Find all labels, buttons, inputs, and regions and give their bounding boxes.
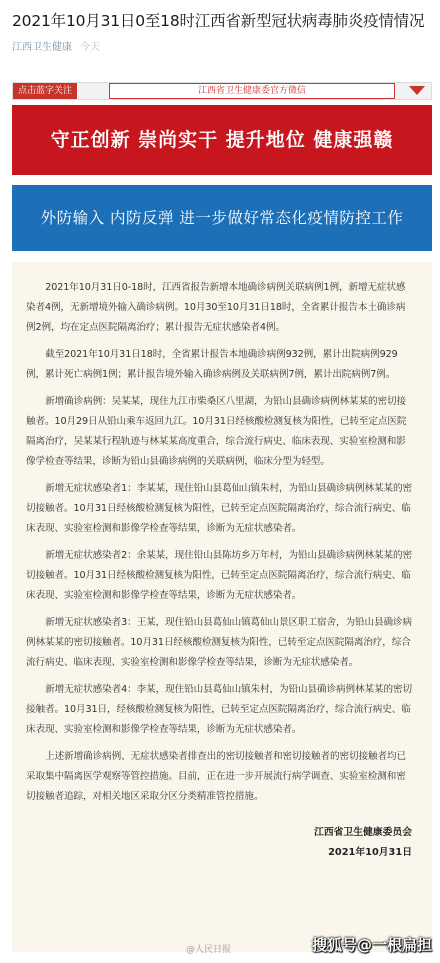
paragraph: 新增确诊病例：吴某某，现住九江市柴桑区八里湖，为铅山县确诊病例林某某的密切接触者。10月29日从铅山乘车返回九江。10月31日经核酸检测复核为阳性，已转至定点医院隔离治疗，吴某某行程轨迹与林某某高度重合，综合流行病史、临床表现、实验室检测和影像学检查等结果，诊断为铅山县确诊病例的关联病例，临床分型为轻型。 xyxy=(26,396,407,467)
signature-date: 2021年10月31日 xyxy=(328,847,412,858)
down-arrow-icon xyxy=(409,86,425,95)
article-title: 2021年10月31日0至18时江西省新型冠状病毒肺炎疫情情况 xyxy=(12,12,425,30)
slogan-banner-blue: 外防输入 内防反弹 进一步做好常态化疫情防控工作 xyxy=(12,185,432,251)
paragraph: 新增无症状感染者4：李某，现住铅山县葛仙山镇朱村，为铅山县确诊病例林某某的密切接触者。10月31日，经核酸检测复核为阳性，已转至定点医院隔离治疗，综合流行病史、临床表现、实验室检测和影像学检查等结果，诊断为无症状感染者。 xyxy=(26,684,412,735)
watermark-sohu: 搜狐号@一根扁担 xyxy=(311,936,432,954)
article-meta xyxy=(12,38,100,53)
slogan-banner-red: 守正创新 崇尚实干 提升地位 健康强赣 xyxy=(12,105,432,175)
official-account-name: 江西省卫生健康委官方微信 xyxy=(109,83,395,99)
signature-organization: 江西省卫生健康委员会 xyxy=(314,827,412,838)
paragraph: 新增无症状感染者2：余某某，现住铅山县陈坊乡万年村，为铅山县确诊病例林某某的密切接触者。10月31日经核酸检测复核为阳性，已转至定点医院隔离治疗，综合流行病史、临床表现、实验室检测和影像学检查等结果，诊断为无症状感染者。 xyxy=(26,550,412,601)
follow-bar[interactable] xyxy=(12,82,432,100)
watermark-source: @人民日报 xyxy=(186,945,232,955)
notice-document xyxy=(12,262,432,952)
paragraph: 2021年10月31日0-18时，江西省报告新增本地确诊病例关联病例1例，新增无症状感染者4例，无新增境外输入确诊病例。10月30至10月31日18时，全省累计报告本土确诊病例2例，均在定点医院隔离治疗；累计报告无症状感染者4例。 xyxy=(26,282,406,333)
paragraph: 截至2021年10月31日18时，全省累计报告本地确诊病例932例，累计出院病例929例，累计死亡病例1例；累计报告境外输入确诊病例及关联病例7例，累计出院病例7例。 xyxy=(26,349,398,380)
banner-divider xyxy=(12,175,432,185)
publish-date: 今天 xyxy=(80,42,100,53)
source-account-link[interactable]: 江西卫生健康 xyxy=(12,42,72,53)
follow-tag: 点击蓝字关注 xyxy=(13,83,77,99)
paragraph: 新增无症状感染者1：李某某，现住铅山县葛仙山镇朱村，为铅山县确诊病例林某某的密切接触者。10月31日经核酸检测复核为阳性，已转至定点医院隔离治疗，综合流行病史、临床表现、实验室检测和影像学检查等结果，诊断为无症状感染者。 xyxy=(26,483,412,534)
paragraph: 新增无症状感染者3：王某，现住铅山县葛仙山镇葛仙山景区职工宿舍，为铅山县确诊病例林某某的密切接触者。10月31日经核酸检测复核为阳性，已转至定点医院隔离治疗，综合流行病史、临床表现、实验室检测和影像学检查等结果，诊断为无症状感染者。 xyxy=(26,617,412,668)
paragraph: 上述新增确诊病例、无症状感染者排查出的密切接触者和密切接触者的密切接触者均已采取集中隔离医学观察等管控措施。目前，正在进一步开展流行病学调查、实验室检测和密切接触者追踪，对相关地区采取分区分类精准管控措施。 xyxy=(26,751,406,802)
